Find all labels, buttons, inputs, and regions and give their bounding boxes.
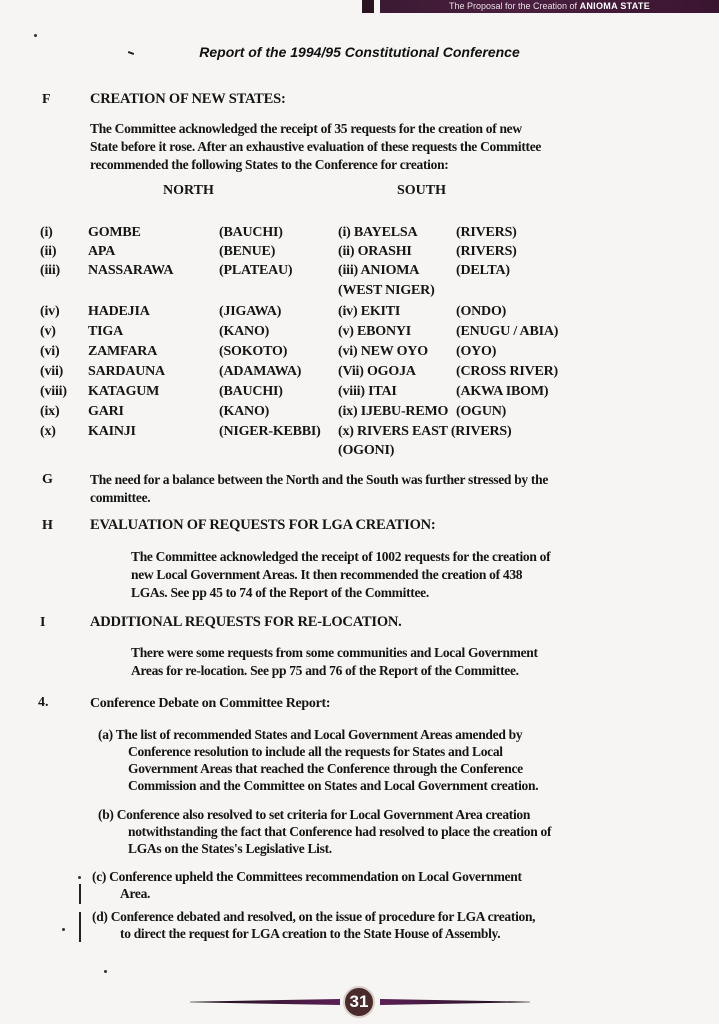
item-text: Conference upheld the Committees recommendation on Local Government: [109, 869, 522, 884]
south-state-name: (Vii) OGOJA: [338, 364, 416, 379]
south-parent-state: (RIVERS): [456, 244, 517, 259]
scan-speck: [34, 34, 37, 37]
south-parent-state: (OGUN): [456, 404, 507, 419]
header-bar: [380, 0, 719, 13]
item-label: (a): [98, 727, 113, 742]
south-parent-state: (OYO): [456, 344, 497, 359]
section-f-heading: CREATION OF NEW STATES:: [90, 91, 286, 107]
paragraph-line: Areas for re-location. See pp 75 and 76 of the Report of the Committee.: [131, 663, 519, 678]
table-row: [0, 263, 719, 282]
paragraph-line: State before it rose. After an exhaustive evaluation of these requests the Committee: [90, 139, 542, 154]
south-state-name: (OGONI): [338, 443, 395, 458]
debate-item-a: [98, 726, 643, 794]
scan-speck: [62, 928, 65, 931]
section-i-paragraph: [131, 644, 671, 680]
header-bar-tab: [362, 0, 374, 13]
north-parent-state: (PLATEAU): [219, 263, 293, 278]
paragraph-line: The Committee acknowledged the receipt of 35 requests for the creation of new: [90, 121, 522, 136]
row-number: (x): [40, 424, 56, 439]
row-number: (ii): [40, 244, 57, 259]
item-text: The list of recommended States and Local Government Areas amended by: [115, 727, 523, 742]
north-column-heading: NORTH: [163, 183, 214, 198]
south-state-name: (x) RIVERS EAST (RIVERS): [338, 424, 512, 439]
south-state-name: (WEST NIGER): [338, 283, 435, 298]
south-state-name: (ix) IJEBU-REMO: [338, 404, 449, 419]
row-number: (i): [40, 225, 53, 240]
row-number: (iii): [40, 263, 60, 278]
item-label: (b): [98, 807, 114, 822]
paragraph-line: recommended the following States to the Conference for creation:: [90, 157, 449, 172]
item-text: Conference also resolved to set criteria for Local Government Area creation: [116, 807, 531, 822]
table-row: [0, 283, 719, 302]
north-parent-state: (JIGAWA): [219, 304, 282, 319]
north-state-name: NASSARAWA: [88, 263, 174, 278]
south-parent-state: (ENUGU / ABIA): [456, 324, 559, 339]
section-4-heading: Conference Debate on Committee Report:: [90, 696, 331, 711]
north-parent-state: (SOKOTO): [219, 344, 288, 359]
debate-item-c: [92, 868, 642, 902]
item-line: Government Areas that reached the Conference through the Conference: [128, 761, 523, 776]
page-footer: [0, 985, 719, 1019]
item-line: LGAs on the States's Legislative List.: [128, 841, 332, 856]
paragraph-line: The need for a balance between the North and the South was further stressed by the: [90, 472, 549, 487]
table-row: [0, 304, 719, 323]
section-f-paragraph: [90, 120, 660, 174]
south-column-heading: SOUTH: [397, 183, 447, 198]
north-state-name: HADEJIA: [88, 304, 150, 319]
north-state-name: ZAMFARA: [88, 344, 158, 359]
paragraph-line: committee.: [90, 490, 151, 505]
header-bar-prefix: The Proposal for the Creation of: [448, 1, 578, 11]
south-state-name: (iii) ANIOMA: [338, 263, 420, 278]
north-state-name: GOMBE: [88, 225, 141, 240]
scan-speck: [104, 970, 107, 973]
table-row: [0, 324, 719, 343]
row-number: (iv): [40, 304, 60, 319]
table-row: [0, 404, 719, 423]
table-row: [0, 364, 719, 383]
item-line: notwithstanding the fact that Conference had resolved to place the creation of: [128, 824, 552, 839]
table-row: [0, 344, 719, 363]
section-g-paragraph: [90, 471, 670, 507]
section-g-letter: G: [42, 472, 53, 487]
row-number: (ix): [40, 404, 60, 419]
table-row: [0, 244, 719, 263]
table-row: [0, 443, 719, 462]
running-head: Report of the 1994/95 Constitutional Conference: [199, 44, 520, 60]
table-row: [0, 225, 719, 244]
item-line: [92, 868, 642, 885]
handwritten-bracket: [79, 912, 81, 942]
south-state-name: (viii) ITAI: [338, 384, 397, 399]
south-parent-state: (ONDO): [456, 304, 507, 319]
paragraph-line: The Committee acknowledged the receipt of 1002 requests for the creation of: [131, 549, 551, 564]
south-state-name: (i) BAYELSA: [338, 225, 418, 240]
footer-ornament-right: [380, 999, 530, 1005]
south-parent-state: (CROSS RIVER): [456, 364, 559, 379]
south-state-name: (iv) EKITI: [338, 304, 401, 319]
header-bar-title: ANIOMA STATE: [579, 1, 651, 11]
item-line: Conference resolution to include all the requests for States and Local: [128, 744, 503, 759]
table-row: [0, 384, 719, 403]
section-f-letter: F: [42, 92, 51, 107]
north-state-name: SARDAUNA: [88, 364, 165, 379]
south-parent-state: (AKWA IBOM): [456, 384, 549, 399]
section-i-letter: I: [40, 615, 46, 630]
south-state-name: (v) EBONYI: [338, 324, 412, 339]
section-h-heading: EVALUATION OF REQUESTS FOR LGA CREATION:: [90, 517, 436, 533]
item-line: [92, 908, 652, 925]
north-parent-state: (BAUCHI): [219, 384, 283, 399]
section-i-heading: ADDITIONAL REQUESTS FOR RE-LOCATION.: [90, 614, 402, 630]
handwritten-bracket: [79, 884, 81, 904]
section-h-letter: H: [42, 518, 53, 533]
south-state-name: (ii) ORASHI: [338, 244, 412, 259]
north-parent-state: (KANO): [219, 404, 270, 419]
row-number: (vi): [40, 344, 60, 359]
table-row: [0, 424, 719, 443]
scan-speck: [78, 876, 81, 879]
section-h-paragraph: [131, 548, 671, 602]
section-4-number: 4.: [38, 695, 49, 710]
south-parent-state: (DELTA): [456, 263, 510, 278]
item-text: Conference debated and resolved, on the issue of procedure for LGA creation,: [110, 909, 536, 924]
debate-item-d: [92, 908, 652, 942]
row-number: (viii): [40, 384, 67, 399]
item-label: (d): [92, 909, 108, 924]
footer-ornament-left: [190, 999, 340, 1005]
item-line: Commission and the Committee on States and Local Government creation.: [128, 778, 539, 793]
item-line: [98, 806, 643, 823]
north-parent-state: (ADAMAWA): [219, 364, 302, 379]
item-line: [98, 726, 643, 743]
north-state-name: KATAGUM: [88, 384, 160, 399]
paragraph-line: There were some requests from some communities and Local Government: [131, 645, 538, 660]
paragraph-line: LGAs. See pp 45 to 74 of the Report of the Committee.: [131, 585, 429, 600]
north-parent-state: (BENUE): [219, 244, 276, 259]
row-number: (v): [40, 324, 56, 339]
south-state-name: (vi) NEW OYO: [338, 344, 428, 359]
page-number-badge: 31: [343, 986, 375, 1018]
north-state-name: GARI: [88, 404, 124, 419]
north-state-name: KAINJI: [88, 424, 136, 439]
north-state-name: APA: [88, 244, 116, 259]
north-parent-state: (BAUCHI): [219, 225, 283, 240]
north-state-name: TIGA: [88, 324, 123, 339]
north-parent-state: (NIGER-KEBBI): [219, 424, 321, 439]
south-parent-state: (RIVERS): [456, 225, 517, 240]
item-line: to direct the request for LGA creation to the State House of Assembly.: [120, 926, 501, 941]
row-number: (vii): [40, 364, 64, 379]
north-parent-state: (KANO): [219, 324, 270, 339]
item-label: (c): [92, 869, 107, 884]
debate-item-b: [98, 806, 643, 857]
paragraph-line: new Local Government Areas. It then recommended the creation of 438: [131, 567, 523, 582]
item-line: Area.: [120, 886, 151, 901]
